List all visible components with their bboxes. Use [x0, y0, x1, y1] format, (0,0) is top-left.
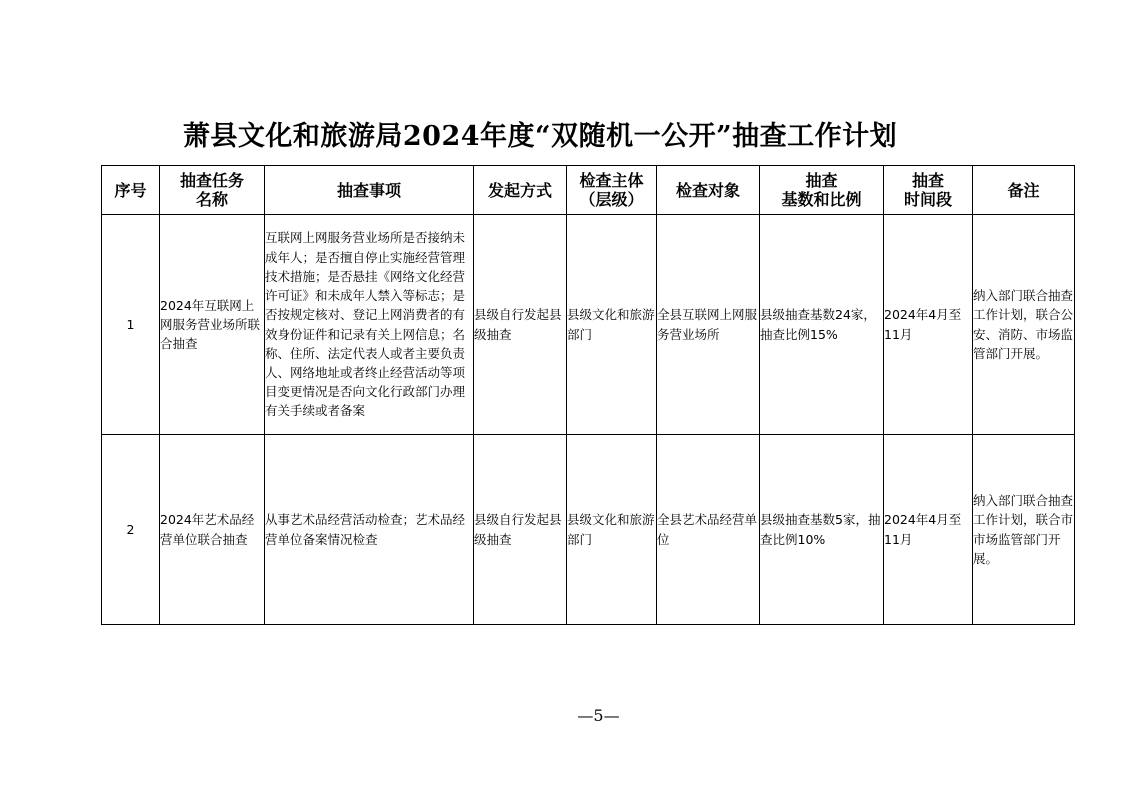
- cell-items: 从事艺术品经营活动检查；艺术品经营单位备案情况检查: [265, 435, 474, 625]
- cell-subject: 县级文化和旅游部门: [567, 215, 657, 435]
- cell-ratio: 县级抽查基数24家，抽查比例15%: [760, 215, 884, 435]
- cell-seq: 2: [102, 435, 160, 625]
- header-task: 抽查任务 名称: [160, 166, 265, 215]
- cell-items: 互联网上网服务营业场所是否接纳未成年人；是否擅自停止实施经营管理技术措施；是否悬挂《网络文化经营许可证》和未成年人禁入等标志；是否按规定核对、登记上网消费者的有效身份证件和记录有关上网信息；名称、住所、法定代表人或者主要负责人、网络地址或者终止经营活动等项目变更情况是否向文化行政部门办理有关手续或者备案: [265, 215, 474, 435]
- header-seq: 序号: [102, 166, 160, 215]
- header-period: 抽查 时间段: [884, 166, 973, 215]
- cell-subject: 县级文化和旅游部门: [567, 435, 657, 625]
- cell-task: 2024年艺术品经营单位联合抽查: [160, 435, 265, 625]
- header-object: 检查对象: [657, 166, 760, 215]
- cell-seq: 1: [102, 215, 160, 435]
- table-row: [102, 215, 1075, 435]
- cell-object: 全县艺术品经营单位: [657, 435, 760, 625]
- page-number: —5—: [577, 706, 620, 725]
- header-ratio: 抽查 基数和比例: [760, 166, 884, 215]
- cell-task: 2024年互联网上网服务营业场所联合抽查: [160, 215, 265, 435]
- cell-note: 纳入部门联合抽查工作计划，联合公安、消防、市场监管部门开展。: [973, 215, 1075, 435]
- cell-ratio: 县级抽查基数5家，抽查比例10%: [760, 435, 884, 625]
- cell-period: 2024年4月至11月: [884, 215, 973, 435]
- table-header-row: [102, 166, 1075, 215]
- cell-note: 纳入部门联合抽查工作计划，联合市市场监管部门开展。: [973, 435, 1075, 625]
- cell-period: 2024年4月至11月: [884, 435, 973, 625]
- cell-object: 全县互联网上网服务营业场所: [657, 215, 760, 435]
- header-mode: 发起方式: [474, 166, 567, 215]
- inspection-plan-table: [101, 165, 1075, 625]
- cell-mode: 县级自行发起县级抽查: [474, 435, 567, 625]
- table-row: [102, 435, 1075, 625]
- header-note: 备注: [973, 166, 1075, 215]
- cell-mode: 县级自行发起县级抽查: [474, 215, 567, 435]
- header-subject: 检查主体 （层级）: [567, 166, 657, 215]
- document-title: 萧县文化和旅游局2024年度“双随机一公开”抽查工作计划: [182, 121, 898, 152]
- header-items: 抽查事项: [265, 166, 474, 215]
